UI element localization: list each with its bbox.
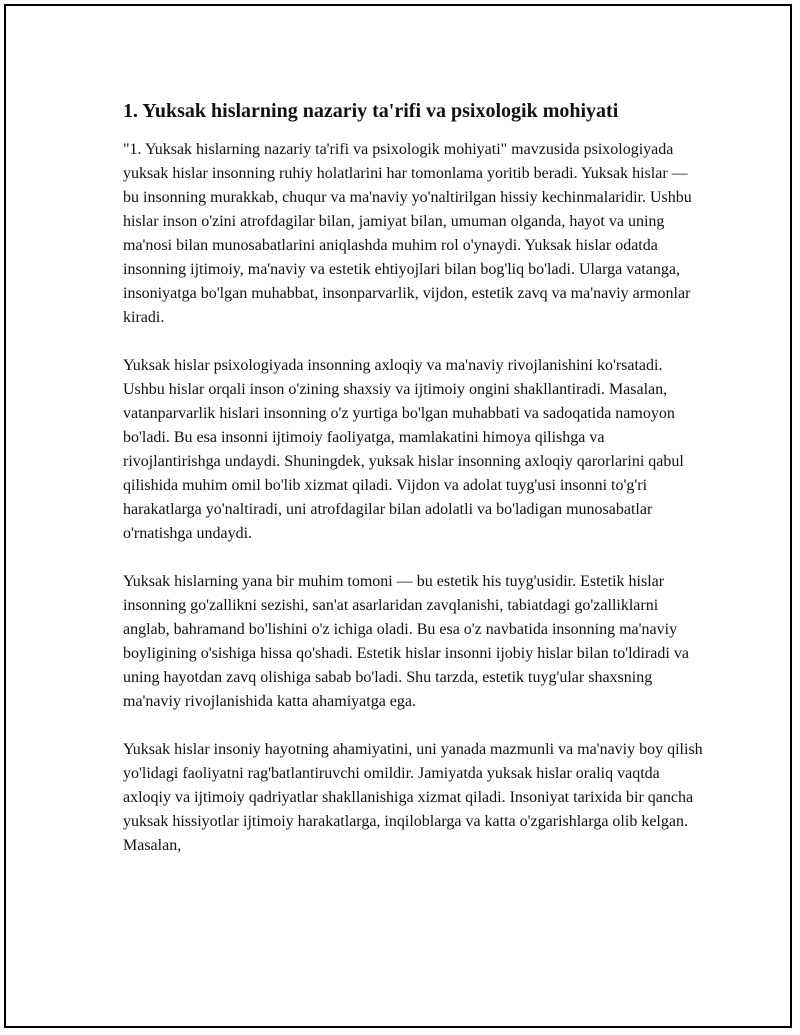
document-body — [123, 96, 703, 882]
paragraph: "1. Yuksak hislarning nazariy ta'rifi va psixologik mohiyati" mavzusida psixologiyada yuksak hislar insonning ruhiy holatlarini har tomonlama yoritib beradi. Yuksak hislar — bu insonning murakkab, chuqur va ma'naviy yo'naltirilgan hissiy kechinmalaridir. Ushbu hislar inson o'zini atrofdagilar bilan, jamiyat bilan, umuman olganda, hayot va uning ma'nosi bilan munosabatlarini aniqlashda muhim rol o'ynaydi. Yuksak hislar odatda insonning ijtimoiy, ma'naviy va estetik ehtiyojlari bilan bog'liq bo'ladi. Ularga vatanga, insoniyatga bo'lgan muhabbat, insonparvarlik, vijdon, estetik zavq va ma'naviy armonlar kiradi. — [123, 141, 692, 326]
paragraph: Yuksak hislar insoniy hayotning ahamiyatini, uni yanada mazmunli va ma'naviy boy qilish yo'lidagi faoliyatni rag'batlantiruvchi omildir. Jamiyatda yuksak hislar oraliq vaqtda axloqiy va ijtimoiy qadriyatlar shakllanishiga xizmat qiladi. Insoniyat tarixida bir qancha yuksak hissiyotlar ijtimoiy harakatlarga, inqiloblarga va katta o'zgarishlarga olib kelgan. Masalan, — [123, 741, 703, 854]
page-frame — [4, 4, 792, 1028]
paragraph: Yuksak hislar psixologiyada insonning axloqiy va ma'naviy rivojlanishini ko'rsatadi. Ushbu hislar orqali inson o'zining shaxsiy va ijtimoiy ongini shakllantiradi. Masalan, vatanparvarlik hislari insonning o'z yurtiga bo'lgan muhabbati va sadoqatida namoyon bo'ladi. Bu esa insonni ijtimoiy faoliyatga, mamlakatini himoya qilishga va rivojlantirishga undaydi. Shuningdek, yuksak hislar insonning axloqiy qarorlarini qabul qilishida muhim omil bo'lib xizmat qiladi. Vijdon va adolat tuyg'usi insonni to'g'ri harakatlarga yo'naltiradi, uni atrofdagilar bilan adolatli va bo'ladigan munosabatlar o'rnatishga undaydi. — [123, 357, 684, 542]
section-heading: 1. Yuksak hislarning nazariy ta'rifi va psixologik mohiyati — [123, 100, 619, 122]
paragraph: Yuksak hislarning yana bir muhim tomoni — bu estetik his tuyg'usidir. Estetik hislar insonning go'zallikni sezishi, san'at asarlaridan zavqlanishi, tabiatdagi go'zalliklarni anglab, bahramand bo'lishini o'z ichiga oladi. Bu esa o'z navbatida insonning ma'naviy boyligining o'sishiga hissa qo'shadi. Estetik hislar insonni ijobiy hislar bilan to'ldiradi va uning hayotdan zavq olishiga sabab bo'ladi. Shu tarzda, estetik tuyg'ular shaxsning ma'naviy rivojlanishida katta ahamiyatga ega. — [123, 573, 689, 710]
